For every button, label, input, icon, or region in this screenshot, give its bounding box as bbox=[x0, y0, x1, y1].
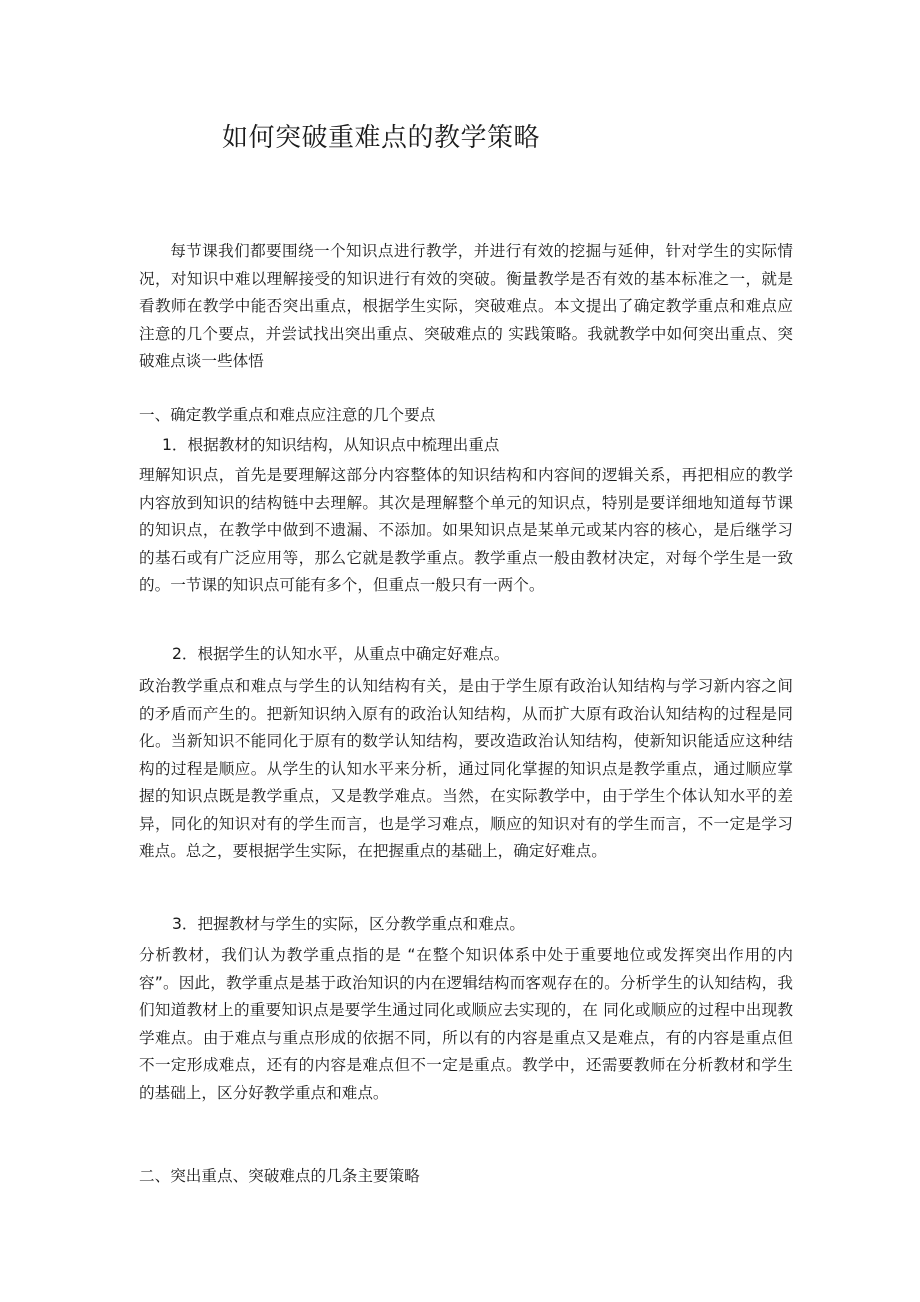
sub2-heading: 2．根据学生的认知水平，从重点中确定好难点。 bbox=[172, 645, 510, 663]
section2-heading: 二、突出重点、突破难点的几条主要策略 bbox=[139, 1167, 420, 1185]
sub3-heading: 3．把握教材与学生的实际，区分教学重点和难点。 bbox=[172, 915, 525, 933]
sub1-heading: 1．根据教材的知识结构，从知识点中梳理出重点 bbox=[162, 436, 500, 454]
sub3-paragraph: 分析教材，我们认为教学重点指的是 “在整个知识体系中处于重要地位或发挥突出作用的内容”。因此，教学重点是基于政治知识的内在逻辑结构而客观存在的。分析学生的认知结构，我们知道教材上的重要知识点是要学生通过同化或顺应去实现的，在 同化或顺应的过程中出现教学难点。由于难点与重点形成的依据不同，所以有的内容是重点又是难点，有的内容是重点但不一定形成难点，还有的内容是难点但不一定是重点。教学中，还需要教师在分析教材和学生的基础上，区分好教学重点和难点。 bbox=[139, 946, 793, 1102]
sub1-paragraph: 理解知识点，首先是要理解这部分内容整体的知识结构和内容间的逻辑关系，再把相应的教学内容放到知识的结构链中去理解。其次是理解整个单元的知识点，特别是要详细地知道每节课的知识点，在教学中做到不遗漏、不添加。如果知识点是某单元或某内容的核心，是后继学习的基石或有广泛应用等，那么它就是教学重点。教学重点一般由教材决定，对每个学生是一致的。一节课的知识点可能有多个，但重点一般只有一两个。 bbox=[139, 466, 793, 594]
document-title: 如何突破重难点的教学策略 bbox=[222, 123, 541, 153]
section1-heading: 一、确定教学重点和难点应注意的几个要点 bbox=[139, 406, 436, 424]
intro-paragraph: 每节课我们都要围绕一个知识点进行教学，并进行有效的挖掘与延伸，针对学生的实际情况，对知识中难以理解接受的知识进行有效的突破。衡量教学是否有效的基本标准之一，就是看教师在教学中能否突出重点，根据学生实际，突破难点。本文提出了确定教学重点和难点应注意的几个要点，并尝试找出突出重点、突破难点的 实践策略。我就教学中如何突出重点、突破难点谈一些体悟 bbox=[139, 242, 793, 370]
sub2-paragraph: 政治教学重点和难点与学生的认知结构有关，是由于学生原有政治认知结构与学习新内容之间的矛盾而产生的。把新知识纳入原有的政治认知结构，从而扩大原有政治认知结构的过程是同化。当新知识不能同化于原有的数学认知结构，要改造政治认知结构，使新知识能适应这种结构的过程是顺应。从学生的认知水平来分析，通过同化掌握的知识点是教学重点，通过顺应掌握的知识点既是教学重点，又是教学难点。当然，在实际教学中，由于学生个体认知水平的差异，同化的知识对有的学生而言，也是学习难点，顺应的知识对有的学生而言，不一定是学习难点。总之，要根据学生实际，在把握重点的基础上，确定好难点。 bbox=[139, 677, 793, 860]
